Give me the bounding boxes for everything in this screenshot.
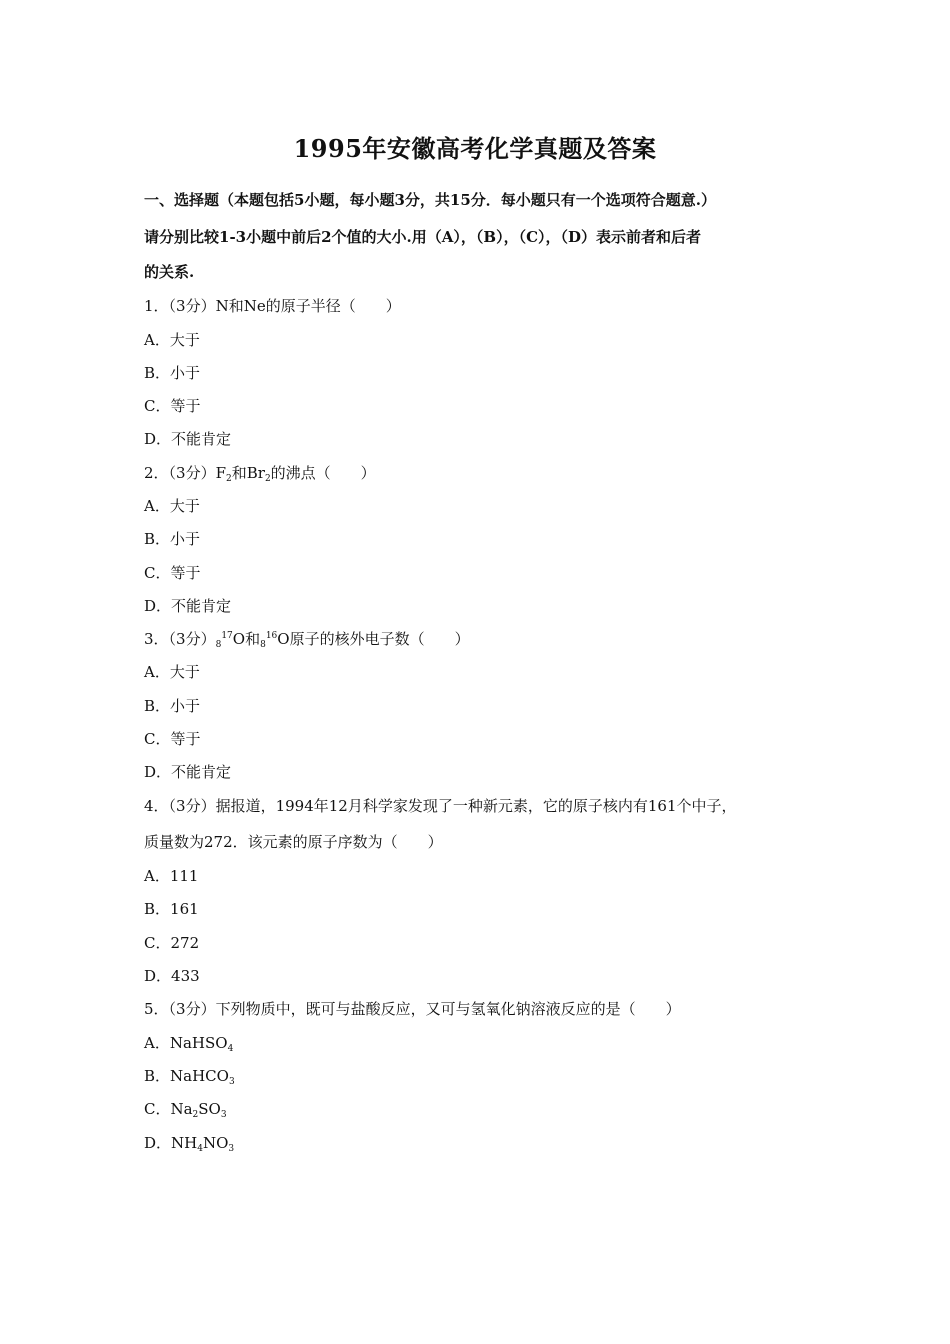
q5-c-subscript-2: 3 xyxy=(220,1110,227,1120)
q3-stem-prefix: 3．（3分） xyxy=(144,630,216,648)
q2-subscript-2: 2 xyxy=(264,474,271,484)
page-title: 1995年安徽高考化学真题及答案 xyxy=(293,134,657,163)
q5-d-formula-part-1: D．NH xyxy=(144,1134,198,1152)
q2-stem-suffix: 的沸点（ ） xyxy=(270,464,376,482)
question-5-option-a xyxy=(144,1031,814,1055)
q5-a-formula: A．NaHSO xyxy=(144,1034,228,1052)
question-3-option-c: C．等于 xyxy=(144,730,201,748)
question-2-option-c: C．等于 xyxy=(144,564,201,582)
question-3-option-d: D．不能肯定 xyxy=(144,763,232,781)
q5-d-subscript-1: 4 xyxy=(197,1144,203,1154)
question-5-option-b xyxy=(144,1064,814,1088)
question-4-option-d: D．433 xyxy=(144,967,200,985)
question-4-option-b: B．161 xyxy=(144,900,199,918)
q5-d-subscript-2: 3 xyxy=(228,1144,235,1154)
q2-stem-mid: 和Br xyxy=(231,464,265,482)
question-1-stem: 1．（3分）N和Ne的原子半径（ ） xyxy=(144,297,401,315)
question-3-option-a: A．大于 xyxy=(144,663,200,681)
question-5-option-d xyxy=(144,1131,814,1155)
question-2-option-a: A．大于 xyxy=(144,497,200,515)
question-4-option-c: C．272 xyxy=(144,934,200,952)
question-4-stem-line-2: 质量数为272．该元素的原子序数为（ ） xyxy=(144,833,443,851)
question-2-option-b: B．小于 xyxy=(144,530,201,548)
question-1-option-c: C．等于 xyxy=(144,397,201,415)
q2-stem-prefix: 2．（3分）F xyxy=(144,464,226,482)
section-instruction-line-2: 的关系. xyxy=(144,263,195,281)
question-5-option-c xyxy=(144,1097,814,1121)
question-2-option-d: D．不能肯定 xyxy=(144,597,232,615)
q3-stem-suffix: O原子的核外电子数（ ） xyxy=(277,630,470,648)
question-1-option-d: D．不能肯定 xyxy=(144,430,232,448)
q3-isotope-1-mass-number: 17 xyxy=(221,631,233,641)
question-1-option-a: A．大于 xyxy=(144,331,200,349)
q5-c-subscript-1: 2 xyxy=(192,1110,199,1120)
question-2-stem xyxy=(144,461,814,485)
q5-b-formula: B．NaHCO xyxy=(144,1067,229,1085)
section-heading: 一、选择题（本题包括5小题，每小题3分，共15分．每小题只有一个选项符合题意.） xyxy=(144,191,716,209)
q3-isotope-2-mass-number: 16 xyxy=(265,631,278,641)
question-5-stem: 5．（3分）下列物质中，既可与盐酸反应，又可与氢氧化钠溶液反应的是（ ） xyxy=(144,1000,681,1018)
question-3-option-b: B．小于 xyxy=(144,697,201,715)
q3-isotope-1-atomic-number: 8 xyxy=(215,640,222,650)
q5-a-subscript: 4 xyxy=(227,1044,234,1054)
question-4-option-a: A．111 xyxy=(144,867,199,885)
question-1-option-b: B．小于 xyxy=(144,364,201,382)
question-3-stem xyxy=(144,627,814,651)
q5-c-formula-part-1: C．Na xyxy=(144,1100,193,1118)
section-instruction-line-1: 请分别比较1-3小题中前后2个值的大小.用（A），（B），（C），（D）表示前者和后者 xyxy=(144,228,702,246)
q2-subscript-1: 2 xyxy=(226,474,232,484)
q5-d-formula-part-2: NO xyxy=(202,1134,229,1152)
q5-c-formula-part-2: SO xyxy=(198,1100,221,1118)
q3-isotope-2-atomic-number: 8 xyxy=(260,640,266,650)
q3-isotope-1-element: O和 xyxy=(232,630,261,648)
question-4-stem-line-1: 4．（3分）据报道，1994年12月科学家发现了一种新元素，它的原子核内有161个中子， xyxy=(144,797,737,815)
q5-b-subscript: 3 xyxy=(228,1077,235,1087)
